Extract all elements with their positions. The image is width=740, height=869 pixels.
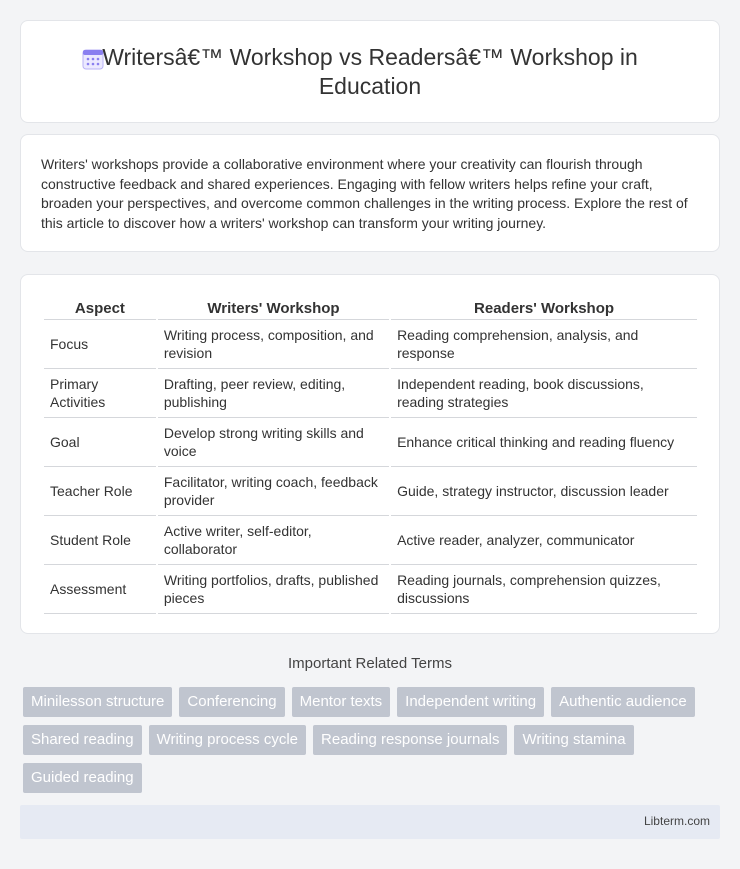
footer-site-link[interactable]: Libterm.com [643,814,710,828]
intro-paragraph: Writers' workshops provide a collaborative environment where your creativity can flourish through constructive feedback and shared experiences. Engaging with fellow writers helps refine your craft, broaden your perspectives, and overcome common challenges in the writing process. Explore the rest of this article to discover how a writers' workshop can transform your writing journey. [41,156,688,231]
table-cell-writers: Writing process, composition, and revision [158,320,389,369]
table-cell-readers: Active reader, analyzer, communicator [391,516,697,565]
table-cell-aspect: Goal [44,418,156,467]
table-cell-writers: Writing portfolios, drafts, published pieces [158,565,389,614]
table-cell-readers: Reading journals, comprehension quizzes, discussions [391,565,697,614]
table-cell-readers: Enhance critical thinking and reading fluency [391,418,697,467]
table-cell-readers: Independent reading, book discussions, reading strategies [391,369,697,418]
tag-writing-process-cycle[interactable]: Writing process cycle [149,725,306,755]
column-header-writers: Writers' Workshop [158,295,389,320]
tag-guided-reading[interactable]: Guided reading [23,763,142,793]
table-header-row [44,295,697,320]
column-header-readers: Readers' Workshop [391,295,697,320]
related-terms-title: Important Related Terms [288,655,452,672]
table-cell-writers: Drafting, peer review, editing, publishing [158,369,389,418]
table-cell-readers: Guide, strategy instructor, discussion leader [391,467,697,516]
intro-card [20,134,720,252]
table-row [44,516,697,565]
table-cell-aspect: Focus [44,320,156,369]
page-title: Writersâ€™ Workshop vs Readersâ€™ Workshop in Education [102,43,638,99]
tag-writing-stamina[interactable]: Writing stamina [514,725,633,755]
table-cell-aspect: Primary Activities [44,369,156,418]
comparison-card [20,274,720,634]
table-cell-aspect: Assessment [44,565,156,614]
column-header-aspect: Aspect [44,295,156,320]
table-cell-readers: Reading comprehension, analysis, and response [391,320,697,369]
tag-authentic-audience[interactable]: Authentic audience [551,687,695,717]
comparison-table [42,295,699,614]
tag-reading-response-journals[interactable]: Reading response journals [313,725,507,755]
table-cell-writers: Develop strong writing skills and voice [158,418,389,467]
table-row [44,418,697,467]
tag-independent-writing[interactable]: Independent writing [397,687,544,717]
related-terms-list [23,687,713,793]
tag-conferencing[interactable]: Conferencing [179,687,284,717]
table-row [44,369,697,418]
title-card [20,20,720,123]
tag-mentor-texts[interactable]: Mentor texts [292,687,391,717]
table-cell-aspect: Teacher Role [44,467,156,516]
table-cell-writers: Active writer, self-editor, collaborator [158,516,389,565]
table-row [44,320,697,369]
footer [20,805,720,839]
tag-shared-reading[interactable]: Shared reading [23,725,142,755]
table-row [44,467,697,516]
tag-minilesson-structure[interactable]: Minilesson structure [23,687,172,717]
table-cell-writers: Facilitator, writing coach, feedback provider [158,467,389,516]
table-row [44,565,697,614]
table-cell-aspect: Student Role [44,516,156,565]
